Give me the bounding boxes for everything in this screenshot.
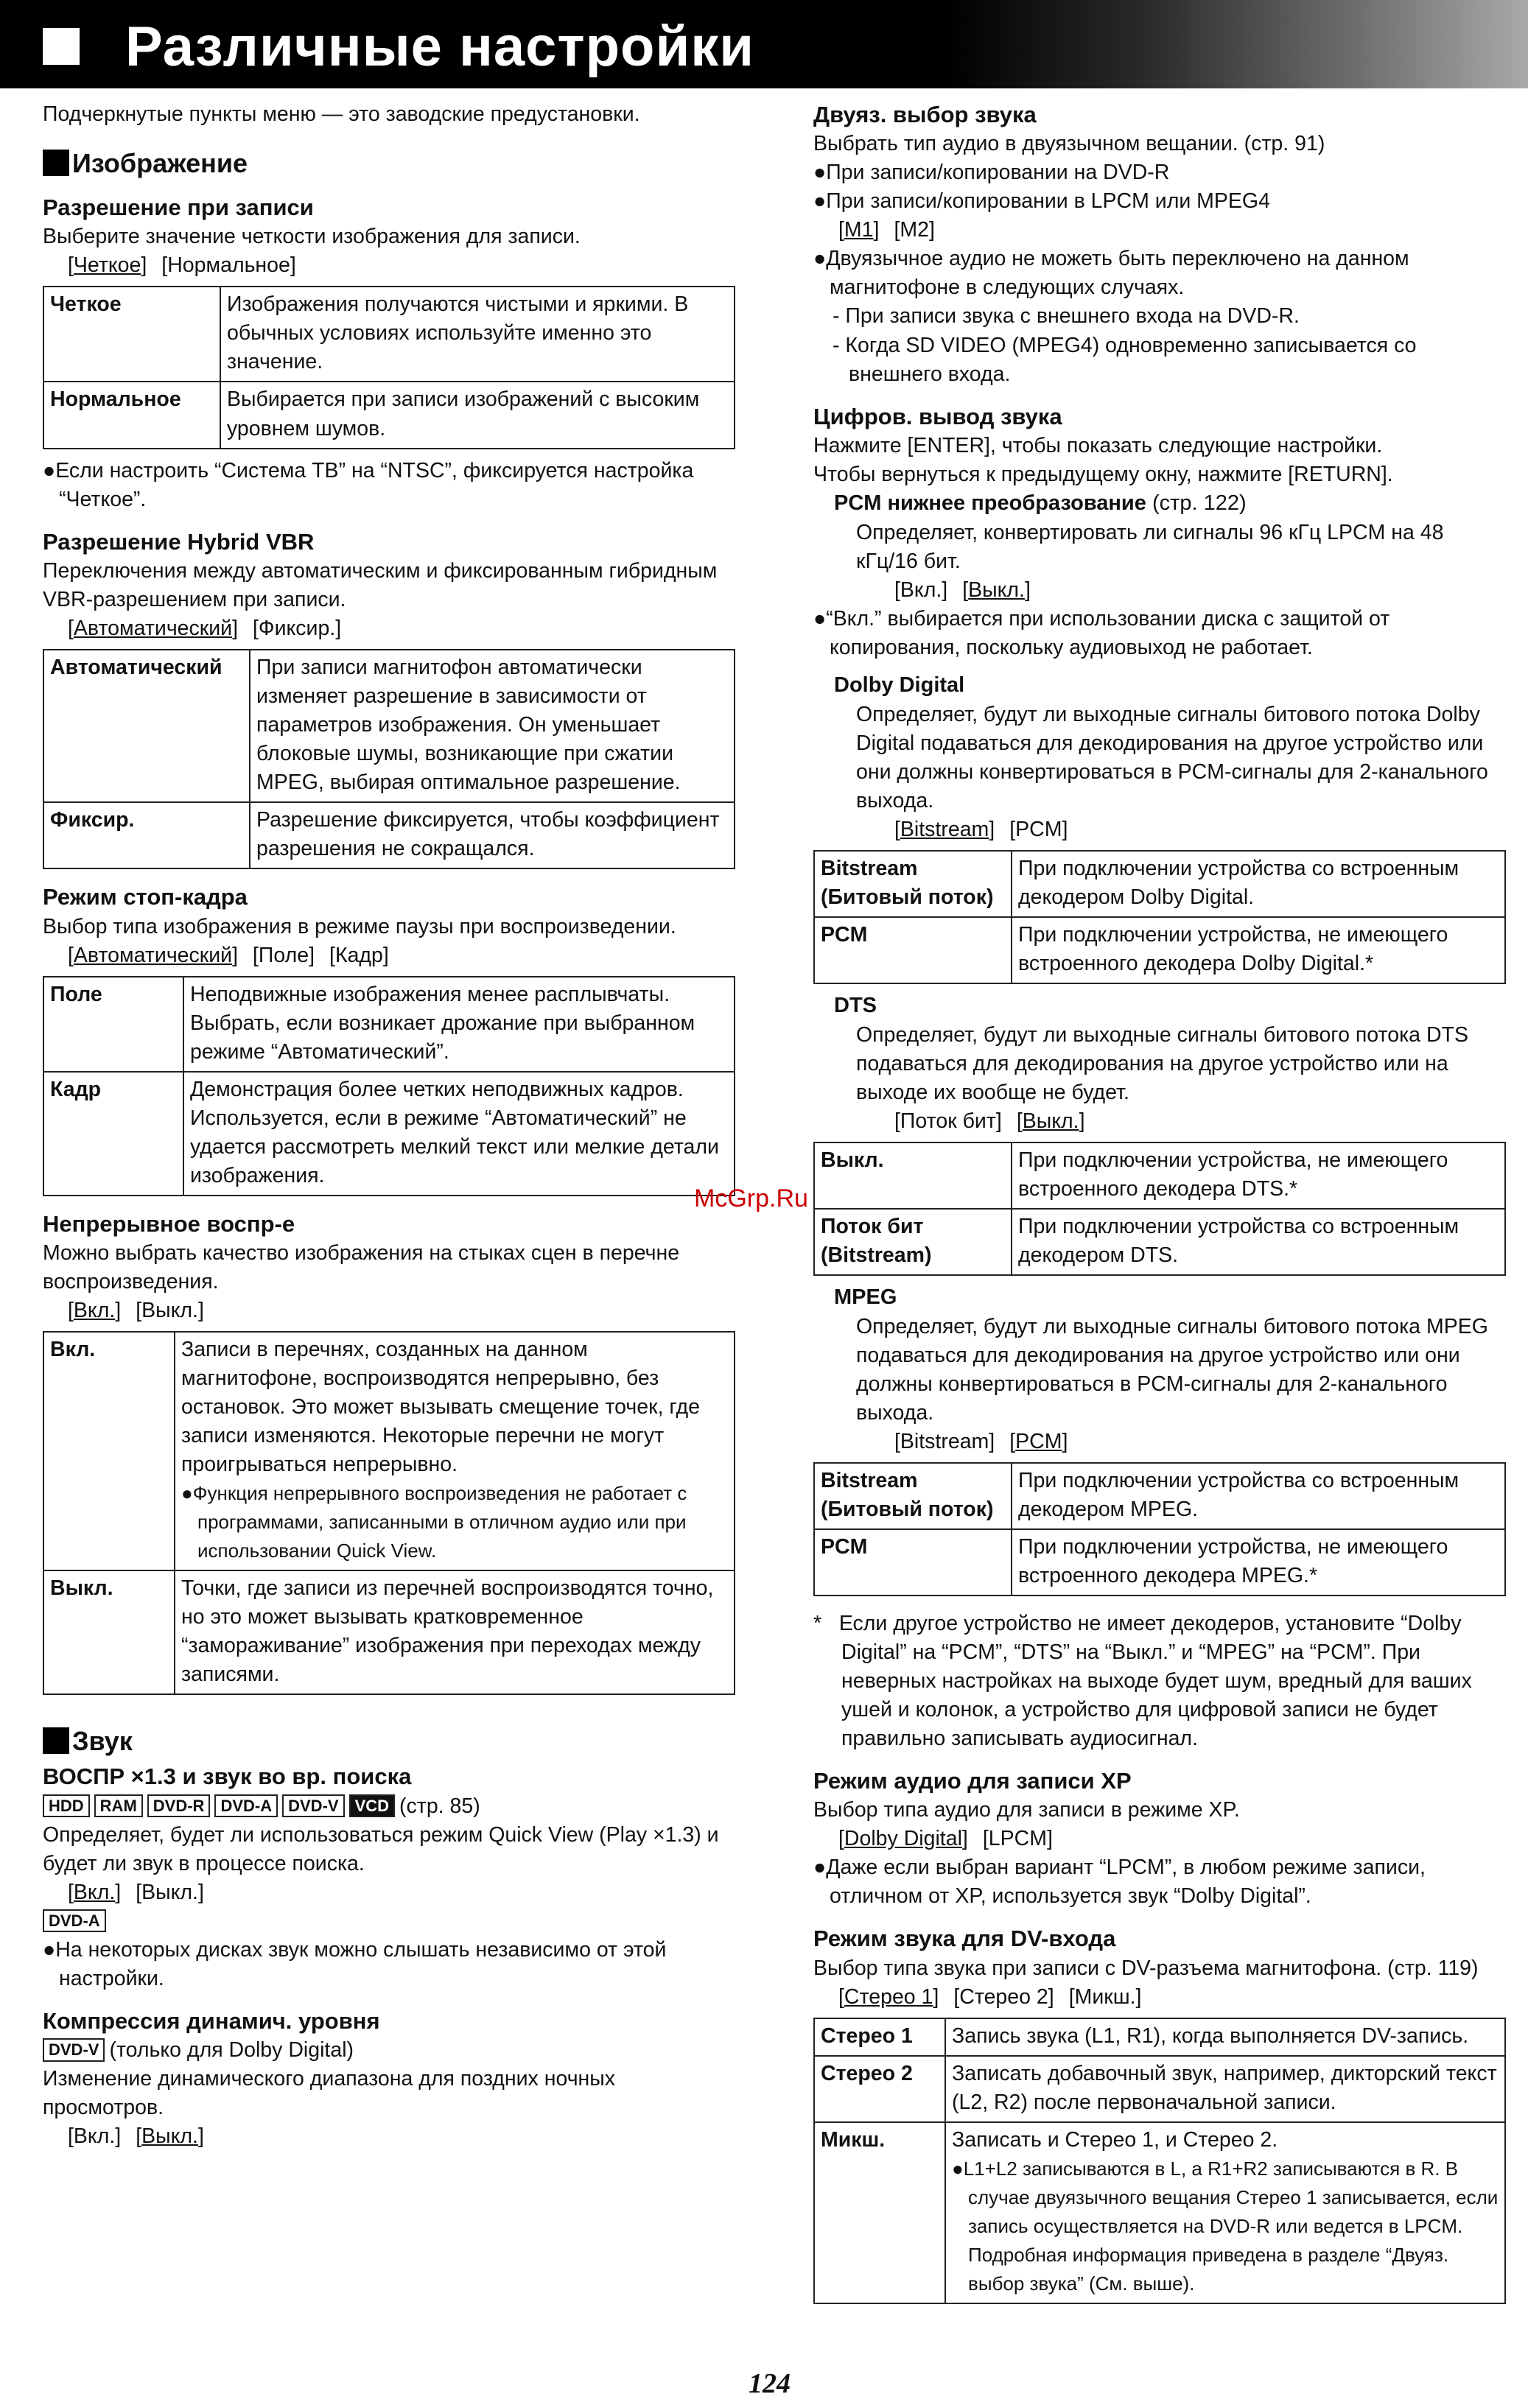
table-note: ●L1+L2 записываются в L, а R1+R2 записываются в R. В случае двуязычного вещания Стерео 1 записывается, если запись осуществляется на DVD-R или ведется в LPCM. Подробная информация приведена в разделе “Двуяз. выбор звука” (См. выше). [952,2157,1499,2295]
seamless-options: [Вкл.] [Выкл.] [68,1299,204,1323]
digital-footnote: * Если другое устройство не имеет декодеров, установите “Dolby Digital” на “PCM”, “DTS” на “Выкл.” и “MPEG” на “PCM”. При неверных настройках на выходе будет шум, вредный для ваших ушей и колонок, а устройство для цифровой записи не будет правильно записывать аудиосигнал. [813,1611,1472,1750]
bilingual-dash: - Когда SD VIDEO (MPEG4) одновременно записывается со внешнего входа. [833,333,1417,386]
dash-text: При записи звука с внешнего входа на DVD-R. [845,304,1300,329]
table-key: Нормальное [43,382,220,448]
dts-table [813,1142,1506,1276]
table-key: PCM [814,1529,1012,1596]
table-key: Bitstream (Битовый поток) [814,1463,1012,1529]
option-default: Четкое [73,253,141,278]
option: Выкл. [141,1299,198,1323]
table-row [814,2018,1505,2056]
rec-res-options: [Четкое] [Нормальное] [68,253,296,278]
option-default: Автоматический [73,943,233,967]
digital-desc1: Нажмите [ENTER], чтобы показать следующие настройки. [813,433,1383,457]
page-banner [0,0,1528,88]
note-text: Даже если выбран вариант “LPCM”, в любом режиме записи, отличном от XP, используется звук “Dolby Digital”. [826,1856,1426,1909]
table-row [43,1072,735,1196]
play13-options: [Вкл.] [Выкл.] [68,1880,204,1904]
table-value [175,1332,735,1570]
table-key: Автоматический [43,650,250,802]
play13-badge2-line [43,1907,735,1936]
table-key: Поле [43,977,183,1072]
option: Нормальное [167,253,290,278]
option: M2 [900,218,929,242]
option-default: Выкл. [141,2124,198,2149]
disc-badge: RAM [94,1794,143,1818]
table-value: Записать добавочный звук, например, дикторский текст (L2, R2) после первоначальной записи. [945,2056,1505,2122]
digital-title: Цифров. вывод звука [813,403,1062,429]
option: Вкл. [900,578,942,602]
note-text: Функция непрерывного воспроизведения не работает с программами, записанными в отличном аудио или при использовании Quick View. [192,1482,687,1562]
option: Фиксир. [258,616,336,640]
hybrid-table [43,649,735,869]
table-row [43,287,735,382]
table-key: Вкл. [43,1332,175,1570]
section-square-icon [43,150,69,176]
table-key: Стерео 1 [814,2018,945,2056]
pcm-options: [Вкл.] [Выкл.] [894,578,1031,602]
bilingual-dash: - При записи звука с внешнего входа на DVD-R. [833,304,1300,329]
option-default: PCM [1015,1429,1062,1453]
pcm-title: PCM нижнее преобразование [834,491,1146,515]
table-value: Разрешение фиксируется, чтобы коэффициент разрешения не сокращался. [250,802,735,868]
mpeg-table [813,1462,1506,1596]
still-table [43,976,735,1196]
play13-title: ВОСПР ×1.3 и звук во вр. поиска [43,1763,412,1790]
drc-badge-line [43,2036,735,2065]
option-default: Выкл. [968,578,1025,602]
banner-square-icon [43,28,80,65]
pcm-heading [834,489,1506,519]
mpeg-options: [Bitstream] [PCM] [894,1429,1068,1453]
option-default: Стерео 1 [844,1984,933,2009]
bilingual-options: [M1] [M2] [838,218,935,242]
table-value: При записи магнитофон автоматически изменяет разрешение в зависимости от параметров изображения. Он уменьшает блоковые шумы, возникающие при сжатии MPEG, выбирая оптимальное разрешение. [250,650,735,802]
dts-options: [Поток бит] [Выкл.] [894,1109,1085,1133]
hybrid-desc: Переключения между автоматическим и фиксированным гибридным VBR-разрешением при записи. [43,558,718,611]
table-note: ●Функция непрерывного воспроизведения не работает с программами, записанными в отличном аудио или при использовании Quick View. [181,1482,687,1562]
option: Поле [258,943,309,967]
table-value: При подключении устройства со встроенным декодером MPEG. [1012,1463,1505,1529]
dv-options: [Стерео 1] [Стерео 2] [Микш.] [838,1984,1142,2009]
disc-badge: DVD-R [147,1794,211,1818]
play13-ref: (стр. 85) [399,1794,480,1818]
play13-desc: Определяет, будет ли использоваться режим Quick View (Play ×1.3) и будет ли звук в процессе поиска. [43,1822,719,1875]
drc-title: Компрессия динамич. уровня [43,2007,380,2034]
option-default: Вкл. [73,1880,116,1904]
dv-table [813,2018,1506,2304]
hybrid-options: [Автоматический] [Фиксир.] [68,616,342,640]
mpeg-title: MPEG [834,1285,897,1309]
section-sound [43,1724,735,1758]
dv-title: Режим звука для DV-входа [813,1926,1116,1952]
option: Выкл. [141,1880,198,1904]
table-value: При подключении устройства, не имеющего встроенного декодера DTS.* [1012,1142,1505,1209]
rec-res-note: ●Если настроить “Система ТВ” на “NTSC”, фиксируется настройка “Четкое”. [43,458,694,511]
bilingual-bullet: ●При записи/копировании в LPCM или MPEG4 [813,189,1270,214]
option: Кадр [334,943,383,967]
pcm-desc: Определяет, конвертировать ли сигналы 96 кГц LPCM на 48 кГц/16 бит. [856,520,1444,573]
still-options: [Автоматический] [Поле] [Кадр] [68,943,389,967]
rec-res-title: Разрешение при записи [43,194,314,221]
drc-desc: Изменение динамического диапазона для поздних ночных просмотров. [43,2067,616,2120]
table-row [43,1332,735,1570]
xp-desc: Выбор типа аудио для записи в режиме XP. [813,1798,1240,1822]
option: Вкл. [73,2124,116,2149]
drc-options: [Вкл.] [Выкл.] [68,2124,204,2149]
note-text: L1+L2 записываются в L, а R1+R2 записываются в R. В случае двуязычного вещания Стерео 1 записывается, если запись осуществляется на DVD-R или ведется в LPCM. Подробная информация приведена в разделе “Двуяз. выбор звука” (См. выше). [963,2157,1499,2295]
disc-badge: DVD-V [43,2038,105,2062]
table-key: Фиксир. [43,802,250,868]
table-value: Неподвижные изображения менее расплывчаты. Выбрать, если возникает дрожание при выбранном режиме “Автоматический”. [183,977,735,1072]
disc-badge-vcd: VCD [349,1794,395,1818]
table-row [43,802,735,868]
option: PCM [1015,817,1062,841]
table-key: Микш. [814,2122,945,2303]
watermark: McGrp.Ru [694,1184,808,1212]
table-row [814,2122,1505,2303]
option: Bitstream [900,1429,989,1453]
table-row [814,851,1505,917]
table-value: При подключении устройства со встроенным декодером DTS. [1012,1209,1505,1275]
disc-badge: DVD-A [43,1909,106,1933]
table-row [43,650,735,802]
seamless-title: Непрерывное воспр-е [43,1210,295,1237]
table-value: Демонстрация более четких неподвижных кадров. Используется, если в режиме “Автоматический” не удается рассмотреть мелкий текст или мелкие детали изображения. [183,1072,735,1196]
bullet-text: При записи/копировании в LPCM или MPEG4 [826,189,1270,214]
section-image [43,147,735,180]
table-row [814,1463,1505,1529]
rec-res-desc: Выберите значение четкости изображения для записи. [43,225,581,249]
table-row [43,977,735,1072]
play13-badges [43,1792,735,1821]
footnote-text: Если другое устройство не имеет декодеров, установите “Dolby Digital” на “PCM”, “DTS” на “Выкл.” и “MPEG” на “PCM”. При неверных настройках на выходе будет шум, вредный для ваших ушей и колонок, а устройство для цифровой записи не будет правильно записывать аудиосигнал. [838,1611,1472,1750]
disc-badge: DVD-V [282,1794,344,1818]
disc-badge: DVD-A [214,1794,278,1818]
table-key: Выкл. [43,1570,175,1694]
right-column [813,100,1506,2312]
table-row [43,382,735,448]
table-value: Точки, где записи из перечней воспроизводятся точно, но это может вызывать кратковременное “замораживание” изображения при переходах между записями. [175,1570,735,1694]
pcm-ref: (стр. 122) [1152,491,1247,515]
table-key: Стерео 2 [814,2056,945,2122]
xp-note: ●Даже если выбран вариант “LPCM”, в любом режиме записи, отличном от XP, используется звук “Dolby Digital”. [813,1856,1426,1909]
dolby-title: Dolby Digital [834,673,965,697]
option: Стерео 2 [959,1984,1048,2009]
dv-desc: Выбор типа звука при записи с DV-разъема магнитофона. (стр. 119) [813,1956,1479,1980]
dolby-desc: Определяет, будут ли выходные сигналы битового потока Dolby Digital подаваться для декодирования на другое устройство или они должны конвертироваться в PCM-сигналы для 2-канального выхода. [856,702,1488,812]
dash-text: Когда SD VIDEO (MPEG4) одновременно записывается со внешнего входа. [845,333,1417,386]
option-default: Выкл. [1022,1109,1079,1133]
table-value: При подключении устройства со встроенным декодером Dolby Digital. [1012,851,1505,917]
table-key: Поток бит (Bitstream) [814,1209,1012,1275]
seamless-desc: Можно выбрать качество изображения на стыках сцен в перечне воспроизведения. [43,1241,680,1294]
drc-badge-note: (только для Dolby Digital) [109,2038,354,2063]
option-default: Bitstream [900,817,989,841]
still-desc: Выбор типа изображения в режиме паузы при воспроизведении. [43,914,676,938]
table-key: Кадр [43,1072,183,1196]
table-value: Запись звука (L1, R1), когда выполняется DV-запись. [945,2018,1505,2056]
table-key: Четкое [43,287,220,382]
dts-title: DTS [834,993,877,1017]
hybrid-title: Разрешение Hybrid VBR [43,528,315,555]
bilingual-bullet: ●При записи/копировании на DVD-R [813,161,1170,185]
bilingual-title: Двуяз. выбор звука [813,102,1037,127]
left-column [43,100,735,2151]
dolby-table [813,850,1506,984]
table-key: Bitstream (Битовый поток) [814,851,1012,917]
table-value: При подключении устройства, не имеющего встроенного декодера MPEG.* [1012,1529,1505,1596]
table-value: Изображения получаются чистыми и яркими. В обычных условиях используйте именно это значение. [220,287,735,382]
table-value-text: Записи в перечнях, созданных на данном магнитофоне, воспроизводятся непрерывно, без остановок. Это может вызывать смещение точек, где записи изменяются. Некоторые перечни не могут проигрываться непрерывно. [181,1338,700,1477]
option-default: M1 [844,218,874,242]
table-key: PCM [814,917,1012,983]
option-default: Dolby Digital [844,1827,962,1851]
table-row [814,1529,1505,1596]
option: Микш. [1074,1984,1136,2009]
page-number: 124 [749,2368,791,2399]
section-sound-title: Звук [72,1726,133,1757]
seamless-table [43,1331,735,1695]
play13-note: ●На некоторых дисках звук можно слышать независимо от этой настройки. [43,1937,667,1990]
section-image-title: Изображение [72,148,248,179]
dts-desc: Определяет, будут ли выходные сигналы битового потока DTS подаваться для декодирования на другое устройство или на выходе их вообще не будет. [856,1022,1468,1104]
xp-title: Режим аудио для записи XP [813,1767,1132,1794]
bilingual-bullet: ●Двуязычное аудио не можеть быть переключено на данном магнитофоне в следующих случаях. [813,247,1409,300]
bilingual-desc: Выбрать тип аудио в двуязычном вещании. (стр. 91) [813,132,1325,156]
intro-text: Подчеркнутые пункты меню — это заводские предустановки. [43,102,640,126]
disc-badge: HDD [43,1794,90,1818]
note-text: “Вкл.” выбирается при использовании диска с защитой от копирования, поскольку аудиовыход не работает. [826,606,1390,659]
still-title: Режим стоп-кадра [43,884,248,910]
note-text: Если настроить “Система ТВ” на “NTSC”, фиксируется настройка “Четкое”. [55,458,694,511]
option-default: Автоматический [73,616,233,640]
table-key: Выкл. [814,1142,1012,1209]
option: Поток бит [900,1109,996,1133]
rec-res-table [43,286,735,449]
section-square-icon [43,1727,69,1754]
xp-options: [Dolby Digital] [LPCM] [838,1827,1053,1851]
mpeg-desc: Определяет, будут ли выходные сигналы битового потока MPEG подаваться для декодирования на другое устройство или они должны конвертироваться в PCM-сигналы для 2-канального выхода. [856,1314,1488,1425]
table-row [814,2056,1505,2122]
option-default: Вкл. [73,1299,116,1323]
table-value [945,2122,1505,2303]
pcm-note: ●“Вкл.” выбирается при использовании диска с защитой от копирования, поскольку аудиовыход не работает. [813,606,1390,659]
table-row [814,917,1505,983]
dolby-options: [Bitstream] [PCM] [894,817,1068,841]
table-row [43,1570,735,1694]
note-text: На некоторых дисках звук можно слышать независимо от этой настройки. [55,1937,667,1990]
table-row [814,1209,1505,1275]
option: LPCM [988,1827,1047,1851]
table-value: Выбирается при записи изображений с высоким уровнем шумов. [220,382,735,448]
digital-desc2: Чтобы вернуться к предыдущему окну, нажмите [RETURN]. [813,462,1393,486]
table-value: При подключении устройства, не имеющего встроенного декодера Dolby Digital.* [1012,917,1505,983]
bullet-text: Двуязычное аудио не можеть быть переключено на данном магнитофоне в следующих случаях. [826,247,1409,300]
table-row [814,1142,1505,1209]
bullet-text: При записи/копировании на DVD-R [826,161,1170,185]
page-title: Различные настройки [125,15,754,78]
table-value-text: Записать и Стерео 1, и Стерео 2. [952,2127,1278,2152]
